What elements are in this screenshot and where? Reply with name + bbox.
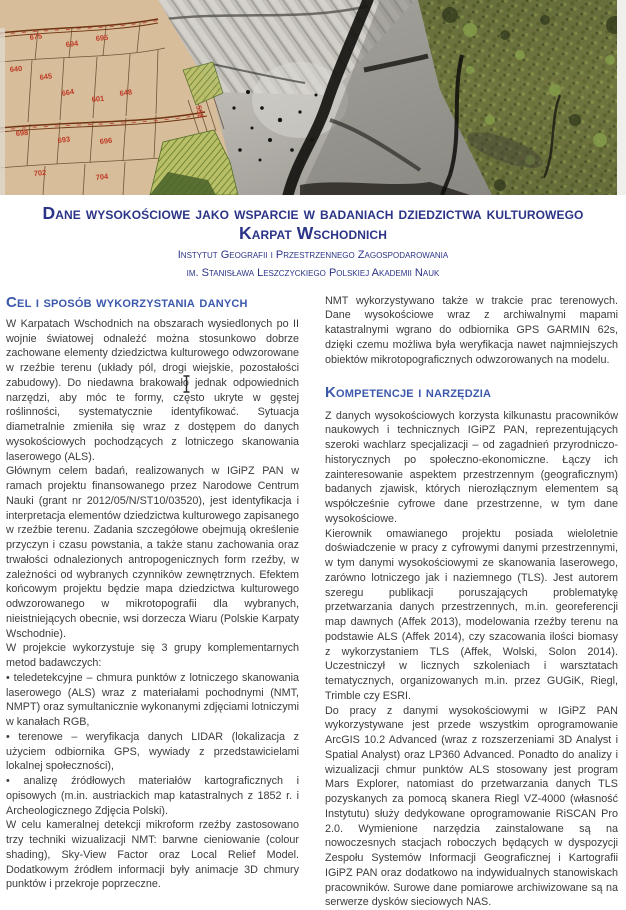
paragraph: Z danych wysokościowych korzysta kilkunastu pracowników naukowych i technicznych IGiPZ PAN, reprezentujących szeroki wachlarz specjalizacji – od zagadnień przyrodniczo-historycznych po społeczno-ekonomiczne. Łączy ich zainteresowanie aspektem przestrzennym (geograficznym) badanych zjawisk, których nierozłącznym elementem są współcześnie cyfrowe dane przestrzenne, w tym dane wysokościowe.	[325, 409, 618, 525]
bullet-item-remote-sensing: • teledetekcyjne – chmura punktów z lotniczego skanowania laserowego (ALS) wraz z materiałami pochodnymi (NMT, NMPT) oraz symultanicznie wykonanymi zdjęciami lotniczymi w kanałach RGB,	[6, 671, 299, 729]
parcel-number: 696	[99, 135, 113, 146]
parcel-number: 698	[15, 127, 29, 138]
right-column	[325, 294, 618, 910]
parcel-number: 704	[95, 171, 109, 182]
paragraph: Kierownik omawianego projektu posiada wieloletnie doświadczenie w pracy z cyfrowymi danymi przestrzennymi, w tym danymi wysokościowymi ze skanowania laserowego, zarówno lotniczego jak i naziemnego (TLS). Jest autorem szeregu publikacji poruszających problematykę przetwarzania danych przestrzennych, m.in. georeferencji map dawnych (Affek 2013), modelowania rzeźby terenu na podstawie ALS (Affek 2014), czy szacowania ilości biomasy z wykorzystaniem TLS (Affek, Wolski, Solon 2014). Uczestniczył w licznych szkoleniach i warsztatach tematycznych, organizowanych m.in. przez GUGiK, Riegl, Trimble czy ESRI.	[325, 527, 618, 702]
institution-name: Instytut Geografii i Przestrzennego Zagospodarowania	[177, 248, 449, 261]
page-title: Dane wysokościowe jako wsparcie w badaniach dziedzictwa kulturowego Karpat Wschodnich	[42, 203, 584, 244]
text-cursor-ibeam	[182, 375, 191, 393]
parcel-number: 675	[29, 31, 43, 42]
parcel-number: 601	[91, 93, 105, 104]
paragraph: W Karpatach Wschodnich na obszarach wysiedlonych po II wojnie światowej odnaleźć można stosunkowo dobrze zachowane elementy dziedzictwa kulturowego odwzorowane w rzeźbie terenu (układy pól, drogi wiejskie, pozostałości zabudowy). Do niedawna brakowało jednak odpowiednich narzędzi, aby móc te formy, często ukryte w gęstej roślinności, systematycznie identyfikować. Sytuacja diametralnie zmieniła się wraz z dostępem do danych wysokościowych pochodzących z lotniczego skanowania laserowego (ALS).	[6, 317, 299, 463]
paragraph: W celu kameralnej detekcji mikroform rzeźby zastosowano trzy techniki wizualizacji NMT: barwne cieniowanie (colour shading), Sky-View Factor oraz Local Relief Model. Dodatkowym źródłem informacji były animacje 3D chmury punktów i przekroje poprzeczne.	[6, 819, 299, 891]
photo-white-edge	[617, 0, 626, 195]
parcel-number: 645	[39, 71, 53, 82]
parcel-number: 553	[194, 104, 206, 119]
parcel-number: 693	[57, 134, 71, 145]
parcel-number: 694	[65, 38, 79, 49]
parcel-number: 695	[95, 32, 109, 43]
paragraph: W projekcie wykorzystuje się 3 grupy komplementarnych metod badawczych:	[6, 642, 299, 670]
left-column	[6, 294, 299, 910]
parcel-number: 664	[60, 86, 75, 98]
paragraph: Do pracy z danymi wysokościowymi w IGiPZ PAN wykorzystywane jest przede wszystkim oprogramowanie ArcGIS 10.2 Advanced (wraz z rozszerzeniami 3D Analyst i Spatial Analyst) oraz LP360 Advanced. Ponadto do analizy i wizualizacji chmur punktów ALS stosowany jest program Mars Explorer, natomiast do przetwarzania danych TLS pozyskanych za pomocą skanera Riegl VZ-4000 (własność Instytutu) służy dedykowane oprogramowanie RiSCAN Pro 2.0. Wymienione narzędzia zainstalowane są na nowoczesnych stacjach roboczych będących w dyspozycji Zespołu Systemów Informacji Geograficznej i Kartografii IGiPZ PAN oraz dodatkowo na indywidualnych stanowiskach pracowników. Surowe dane pomiarowe archiwizowane są na serwerze dysków sieciowych NAS.	[325, 704, 618, 909]
parcel-number: 648	[119, 87, 133, 98]
body-columns	[0, 286, 626, 910]
bullet-item-field: • terenowe – weryfikacja danych LIDAR (lokalizacja z użyciem odbiornika GPS, wywiady z przedstawicielami lokalnej społeczności),	[6, 730, 299, 773]
parcel-number: 640	[9, 63, 23, 74]
section-heading-goal: Cel i sposób wykorzystania danych	[6, 293, 248, 311]
title-block	[0, 195, 626, 286]
map-paper-edge	[0, 28, 5, 195]
header-montage-image	[0, 0, 626, 195]
bullet-item-archival: • analizę źródłowych materiałów kartograficznych i opisowych (m.in. austriackich map katastralnych z 1852 r. i Archeologicznego Zdjęcia Polski).	[6, 775, 299, 817]
paragraph: Głównym celem badań, realizowanych w IGiPZ PAN w ramach projektu finansowanego przez Narodowe Centrum Nauki (grant nr 2012/05/N/ST10/03520), jest identyfikacja i interpretacja elementów dziedzictwa kulturowego zapisanego w rzeźbie terenu. Zadania szczegółowe obejmują określenie przyczyn i czasu powstania, a także stanu zachowania oraz trwałości odnalezionych antropogenicznych form rzeźby, w zależności od wybranych czynników zewnętrznych. Efektem końcowym projektu będzie mapa dziedzictwa kulturowego odwzorowanego w mikrotopografii dla wybranych, nieistniejących obecnie, wsi dorzecza Wiaru (Polskie Karpaty Wschodnie).	[6, 465, 299, 640]
paragraph: NMT wykorzystywano także w trakcie prac terenowych. Dane wysokościowe wraz z archiwalnymi mapami katastralnymi wgrano do odbiornika GPS GARMIN 62s, dzięki czemu możliwa była weryfikacja nawet najmniejszych obiektów mikrotopograficznych odwzorowanych na modelu.	[325, 294, 618, 366]
institution-patron: im. Stanisława Leszczyckiego Polskiej Akademii Nauk	[186, 266, 440, 279]
parcel-number: 702	[33, 167, 47, 178]
section-heading-competences: Kompetencje i narzędzia	[325, 384, 492, 402]
